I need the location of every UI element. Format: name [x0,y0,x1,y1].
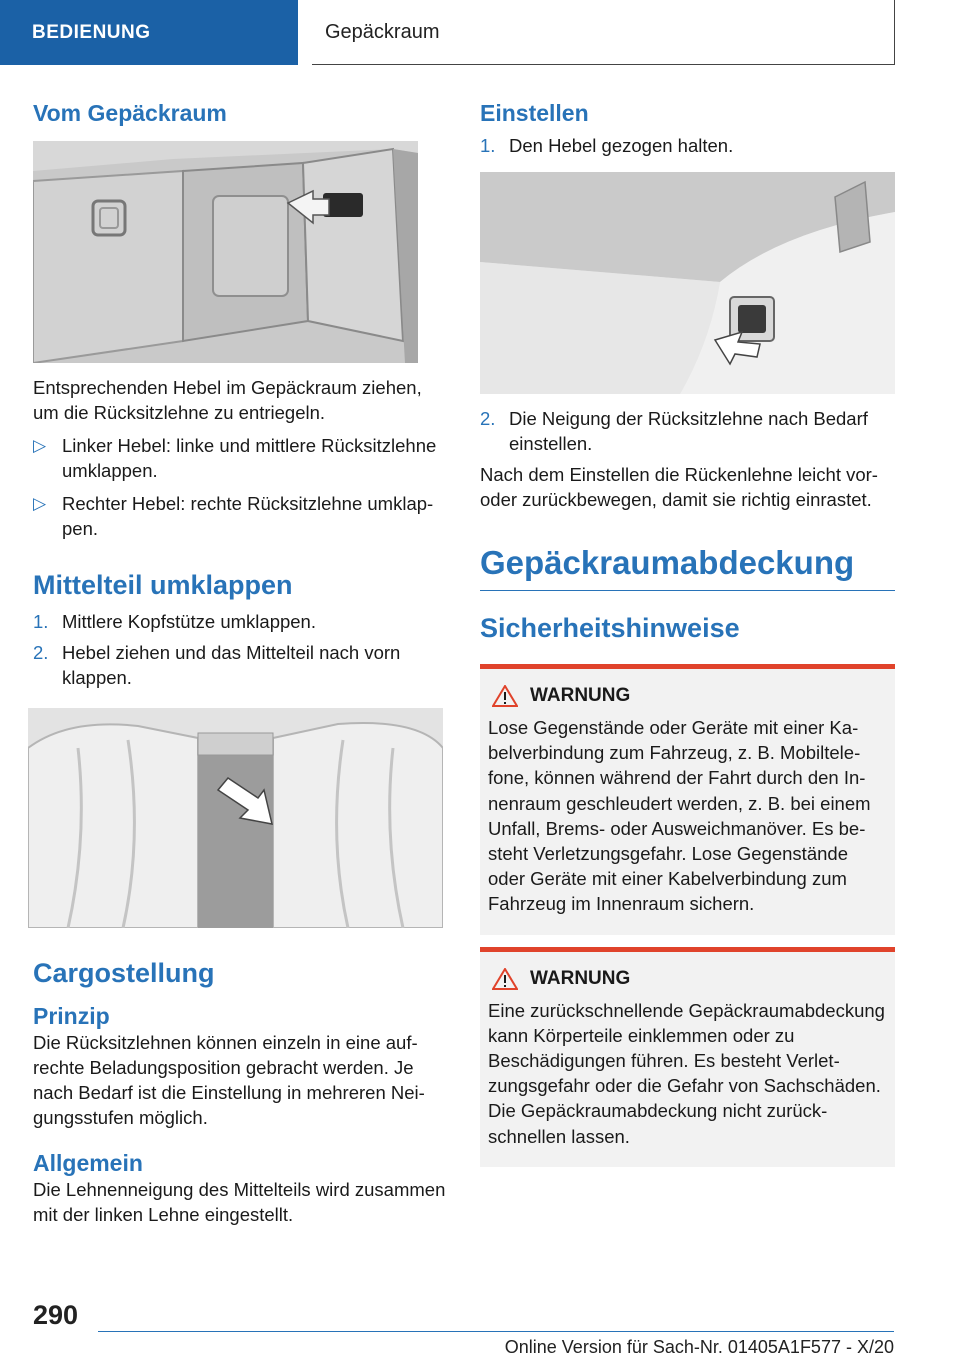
list-item [33,491,448,541]
triangle-bullet-icon: ▷ [33,436,47,455]
warning-label: WARNUNG [530,685,631,706]
page-number: 290 [33,1300,79,1330]
text-entriegeln: Entsprechenden Hebel im Gepäckraum ziehen, um die Rücksitzlehne zu entriegeln. [33,377,422,423]
einstellen-step-2 [480,406,895,456]
figure-rear-seat-center [28,708,443,928]
list-item-text: Rechter Hebel: rechte Rücksitzlehne umklappen. [62,493,434,539]
warning-text: Lose Gegenstände oder Geräte mit einer Kabelverbindung zum Fahrzeug, z. B. Mobiltelefone, können während der Fahrt durch den Innenraum geschleudert werden, z. B. bei einem Unfall, Brems- oder Ausweichmanöver. Es besteht Verletzungsgefahr. Lose Gegenstände oder Geräte mit einer Kabelverbindung zum Fahrzeug im Innenraum sichern. [488,717,871,915]
warning-header [488,968,887,990]
warning-box [480,664,895,935]
list-item-text: Mittlere Kopfstütze umklappen. [62,611,316,632]
heading-gepaeckraumabdeckung: Gepäckraumabdeckung [480,544,895,591]
heading-cargostellung: Cargostellung [33,958,215,988]
triangle-bullet-icon: ▷ [33,494,47,513]
warning-box [480,947,895,1167]
einstellen-step-1 [480,133,895,158]
list-item-text: Linker Hebel: linke und mittlere Rücksitzlehne umklappen. [62,435,437,481]
text-allgemein: Die Lehnenneigung des Mittelteils wird zusammen mit der linken Lehne eingestellt. [33,1179,446,1225]
step-number: 1. [33,611,49,632]
warning-text: Eine zurückschnellende Gepäckraumabdeckung kann Körperteile einklemmen oder zu Beschädigungen führen. Es besteht Verletzungsgefahr oder die Gefahr von Sachschäden. Die Gepäckraumabdeckung nicht zurückschnellen lassen. [488,999,885,1147]
footer-version-text: Online Version für Sach-Nr. 01405A1F577 - X/20 [504,1337,894,1357]
seat-lever-illustration [480,172,895,394]
list-item [33,609,448,634]
warning-triangle-icon [492,685,518,707]
mittelteil-steps [33,609,448,690]
warning-header [488,685,887,707]
heading-prinzip: Prinzip [33,1003,110,1029]
list-item [33,433,448,483]
list-item [480,406,895,456]
heading-einstellen: Einstellen [480,100,589,126]
list-item [33,640,448,690]
page-header-title: Gepäckraum [312,0,895,65]
list-item [480,133,895,158]
trunk-lever-illustration [33,141,418,363]
list-item-text: Den Hebel gezogen halten. [509,135,734,156]
list-item-text: Die Neigung der Rücksitzlehne nach Bedarf einstellen. [509,408,868,454]
warning-triangle-icon [492,968,518,990]
heading-mittelteil-umklappen: Mittelteil umklappen [33,570,293,600]
figure-trunk-lever [33,141,418,363]
section-tab: BEDIENUNG [0,0,298,65]
step-number: 1. [480,135,496,156]
footer-rule [98,1331,894,1332]
step-number: 2. [33,642,49,663]
rear-seat-illustration [28,708,443,928]
list-item-text: Hebel ziehen und das Mittelteil nach vorn klappen. [62,642,401,688]
text-prinzip: Die Rücksitzlehnen können einzeln in eine aufrechte Beladungsposition gebracht werden. Je nach Bedarf ist die Einstellung in mehreren Neigungsstufen möglich. [33,1032,425,1128]
lever-bullet-list [33,433,448,541]
heading-allgemein: Allgemein [33,1150,143,1176]
figure-seat-lever [480,172,895,394]
heading-vom-gepaeckraum: Vom Gepäckraum [33,100,227,126]
right-column [480,100,895,1167]
warning-label: WARNUNG [530,967,631,989]
heading-sicherheitshinweise: Sicherheitshinweise [480,613,740,643]
text-einrasten: Nach dem Einstellen die Rückenlehne leicht vor- oder zurückbewegen, damit sie richtig einrastet. [480,464,878,510]
left-column [33,100,448,1227]
step-number: 2. [480,408,496,429]
